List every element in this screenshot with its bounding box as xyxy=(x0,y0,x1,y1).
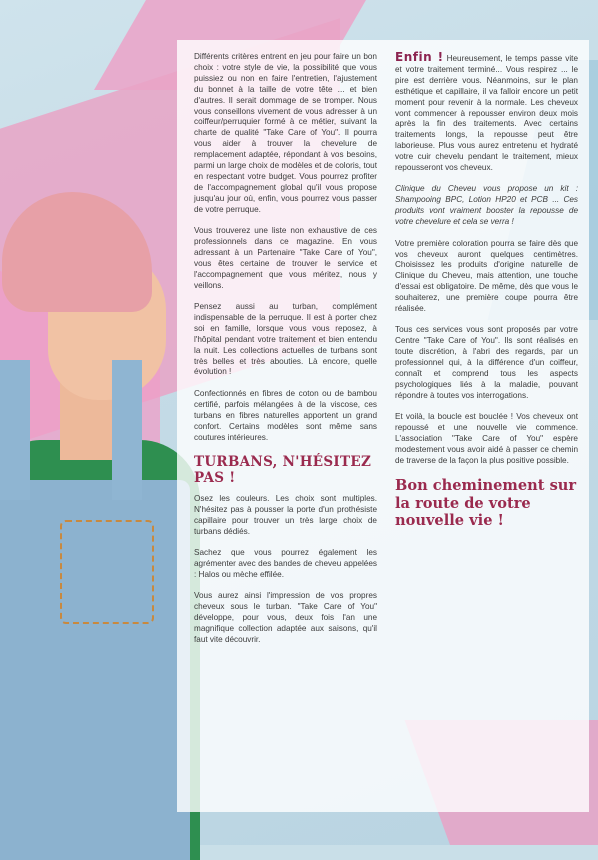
right-column xyxy=(395,52,578,538)
lead-word: Enfin ! xyxy=(395,50,444,64)
closing-heading: Bon cheminement sur la route de votre nouvelle vie ! xyxy=(395,477,577,530)
overall-strap xyxy=(0,360,30,500)
overall-strap xyxy=(112,360,142,500)
paragraph: Pensez aussi au turban, complément indispensable de la perruque. Il est à porter chez soi en famille, lorsque vous vous reposez, à l'hôpital pendant votre traitement et bien entendu la nuit. Les collections actuelles de turbans sont très belles et très abouties. Là encore, quelle évolution ! xyxy=(194,302,377,377)
paragraph: Et voilà, la boucle est bouclée ! Vos cheveux ont repoussé et une nouvelle vie commence. L'association "Take Care of You" espère modestement vous avoir aidé à passer ce chemin de traverse de la façon la plus positive possible. xyxy=(395,412,578,465)
paragraph-italic: Clinique du Cheveu vous propose un kit : Shampooing BPC, Lotion HP20 et PCB ... Ces produits vont vraiment booster la repousse de votre chevelure et cela se verra ! xyxy=(395,184,578,227)
paragraph: Osez les couleurs. Les choix sont multiples. N'hésitez pas à pousser la porte d'un prothésiste capillaire pour trouver un très large choix de turbans dédiés. xyxy=(194,493,377,536)
article-panel xyxy=(177,40,589,812)
paragraph: Sachez que vous pourrez également les agrémenter avec des bandes de cheveu appelées : Halos ou mèche effilée. xyxy=(194,548,377,579)
paragraph: Différents critères entrent en jeu pour faire un bon choix : votre style de vie, la possibilité que vous puissiez ou non en faire l'entretien, l'ajustement du bonnet à la taille de votre tête ... et bien d'autres. Il serait dommage de se tromper. Nous vous conseillons vivement de vous adresser à un coiffeur/perruquier formé à ce métier, suivant la charte de qualité "Take Care of You". Il pourra vous aider à trouver la chevelure de remplacement adaptée, répondant à vos besoins, parmi un large choix de modèles et de coloris, tout en respectant votre budget. Vous pourrez profiter de l'accompagnement global qu'il vous propose jusqu'au jour où, enfin, vous pourrez vous passer de votre perruque. xyxy=(194,52,377,214)
pink-headscarf xyxy=(2,192,152,312)
paragraph-text: Heureusement, le temps passe vite et votre traitement terminé... Vous respirez ... le pire est derrière vous. Néanmoins, sur le plan esthétique et capillaire, il va falloir encore un petit moment pour revenir à la normale. Les cheveux vont commencer à repousser environ deux mois après la fin des traitements. Avec certains traitements longs, la repousse peut être laborieuse. Plus vous aurez entretenu et hydraté votre cuir chevelu pendant le traitement, mieux repousseront vos cheveux. xyxy=(395,54,578,173)
paragraph: Tous ces services vous sont proposés par votre Centre "Take Care of You". Ils sont réalisés en toute discrétion, à l'abri des regards, par un professionnel qui, à la différence d'un coiffeur, connaît et comprend tous les aspects psychologiques liés à la maladie, pouvant répondre à toutes vos interrogations. xyxy=(395,325,578,400)
overall-pocket xyxy=(60,520,154,624)
section-heading: TURBANS, N'HÉSITEZ PAS ! xyxy=(194,453,372,486)
paragraph: Confectionnés en fibres de coton ou de bambou certifié, parfois mélangées à de la viscose, ces turbans en fibres naturelles apportent un grand confort. Certains modèles sont même sans coutures intérieures. xyxy=(194,388,377,442)
paragraph: Vous aurez ainsi l'impression de vos propres cheveux sous le turban. "Take Care of You" développe, pour vous, deux fois l'an une magnifique collection adaptée aux saisons, qu'il faut vite découvrir. xyxy=(194,591,377,644)
paragraph xyxy=(395,52,578,174)
paragraph: Vous trouverez une liste non exhaustive de ces professionnels dans ce magazine. En vous adressant à un Partenaire "Take Care of You", vous êtes certaine de trouver le service et l'accompagnement que vous méritez, nous y veillons. xyxy=(194,226,377,290)
left-column xyxy=(194,52,377,656)
woman-photo xyxy=(0,180,200,845)
paragraph: Votre première coloration pourra se faire dès que vos cheveux auront quelques centimètres. Choisissez les produits d'origine naturelle de Clinique du Cheveu, mais attention, une touche d'essai est obligatoire. De même, dès que vous le souhaiterez, une première coupe pourra être réalisée. xyxy=(395,238,578,314)
